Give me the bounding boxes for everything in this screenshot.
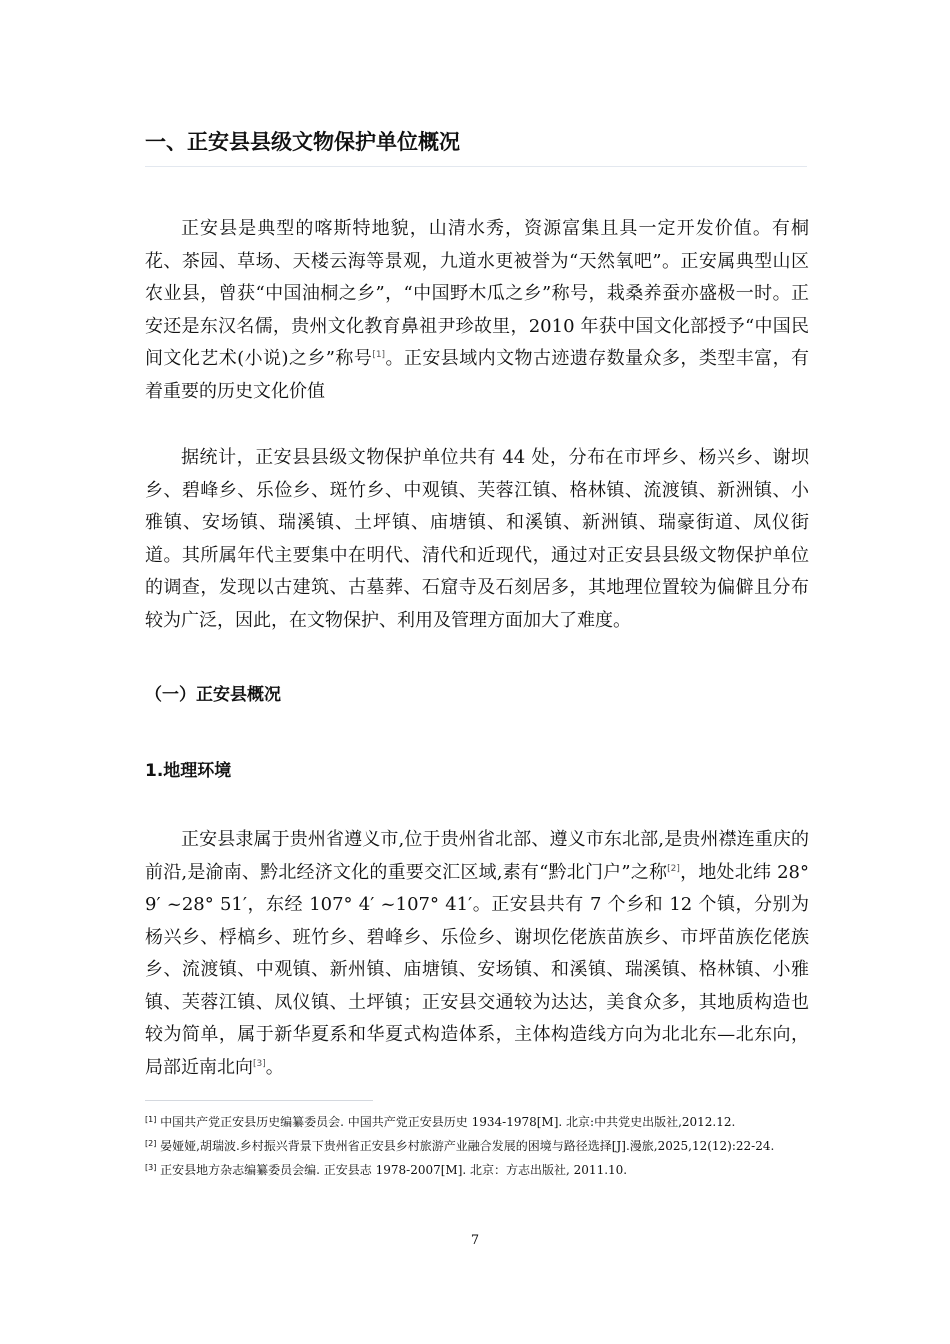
footnote-ref-1[interactable]: [1] bbox=[372, 350, 386, 360]
subsection-title: （一）正安县概况 bbox=[145, 685, 281, 705]
footnote-3 bbox=[145, 1160, 809, 1181]
footnote-ref-3[interactable]: [3] bbox=[253, 1058, 266, 1069]
footnote-1 bbox=[145, 1112, 809, 1133]
paragraph-geography bbox=[145, 824, 809, 1084]
footnote-mark-2: [2] bbox=[145, 1139, 157, 1148]
section-divider bbox=[145, 166, 807, 167]
page-number: 7 bbox=[470, 1233, 480, 1248]
subsubsection-title: 1.地理环境 bbox=[145, 761, 232, 781]
section-title: 一、正安县县级文物保护单位概况 bbox=[145, 130, 460, 154]
footnote-text-1: 中国共产党正安县历史编纂委员会. 中国共产党正安县历史 1934-1978[M]. 北京:中共党史出版社,2012.12. bbox=[160, 1115, 736, 1129]
paragraph-geography-text-b: ，地处北纬 28° 9′ ~28° 51′，东经 107° 4′ ~107° 41′。正安县共有 7 个乡和 12 个镇，分别为杨兴乡、桴槁乡、班竹乡、碧峰乡、乐俭乡、谢坝仡佬族苗族乡、市坪苗族仡佬族乡、流渡镇、中观镇、新州镇、庙塘镇、安场镇、和溪镇、瑞溪镇、格林镇、小雅镇、芙蓉江镇、凤仪镇、土坪镇；正安县交通较为达达，美食众多，其地质构造也较为简单，属于新华夏系和华夏式构造体系，主体构造线方向为北北东—北东向，局部近南北向 bbox=[145, 861, 809, 1078]
footnote-mark-3: [3] bbox=[145, 1163, 157, 1172]
paragraph-statistics: 据统计，正安县县级文物保护单位共有 44 处，分布在市坪乡、杨兴乡、谢坝乡、碧峰乡、乐俭乡、斑竹乡、中观镇、芙蓉江镇、格林镇、流渡镇、新洲镇、小雅镇、安场镇、瑞溪镇、土坪镇、庙塘镇、和溪镇、新洲镇、瑞豪街道、凤仪街道。其所属年代主要集中在明代、清代和近现代，通过对正安县县级文物保护单位的调查，发现以古建筑、古墓葬、石窟寺及石刻居多，其地理位置较为偏僻且分布较为广泛，因此，在文物保护、利用及管理方面加大了难度。 bbox=[145, 447, 809, 631]
paragraph-geography-text-a: 正安县隶属于贵州省遵义市,位于贵州省北部、遵义市东北部,是贵州襟连重庆的前沿,是渝南、黔北经济文化的重要交汇区域,素有“黔北门户”之称 bbox=[145, 829, 809, 883]
footnote-2 bbox=[145, 1136, 809, 1157]
footnote-text-2: 晏娅娅,胡瑞波.乡村振兴背景下贵州省正安县乡村旅游产业融合发展的困境与路径选择[J].漫旅,2025,12(12):22-24. bbox=[160, 1139, 775, 1153]
footnote-mark-1: [1] bbox=[145, 1115, 157, 1124]
footnote-ref-2[interactable]: [2] bbox=[667, 863, 680, 874]
paragraph-intro-text-a: 正安县是典型的喀斯特地貌，山清水秀，资源富集且具一定开发价值。有桐花、茶园、草场、天楼云海等景观，九道水更被誉为“天然氧吧”。正安属典型山区农业县，曾获“中国油桐之乡”，“中国野木瓜之乡”称号，栽桑养蚕亦盛极一时。正安还是东汉名儒，贵州文化教育鼻祖尹珍故里，2010 年获中国文化部授予“中国民间文化艺术(小说)之乡”称号 bbox=[145, 218, 809, 369]
paragraph-intro bbox=[145, 213, 809, 408]
paragraph-geography-text-c: 。 bbox=[265, 1056, 284, 1078]
footnotes bbox=[145, 1112, 809, 1184]
footnote-separator bbox=[145, 1100, 373, 1101]
footnote-text-3: 正安县地方杂志编纂委员会编. 正安县志 1978-2007[M]. 北京：方志出版社, 2011.10. bbox=[160, 1163, 628, 1177]
paragraph-intro-text-b: 。正安县域内文物古迹遗存数量众多，类型丰富，有着重要的历史文化价值 bbox=[145, 348, 810, 402]
